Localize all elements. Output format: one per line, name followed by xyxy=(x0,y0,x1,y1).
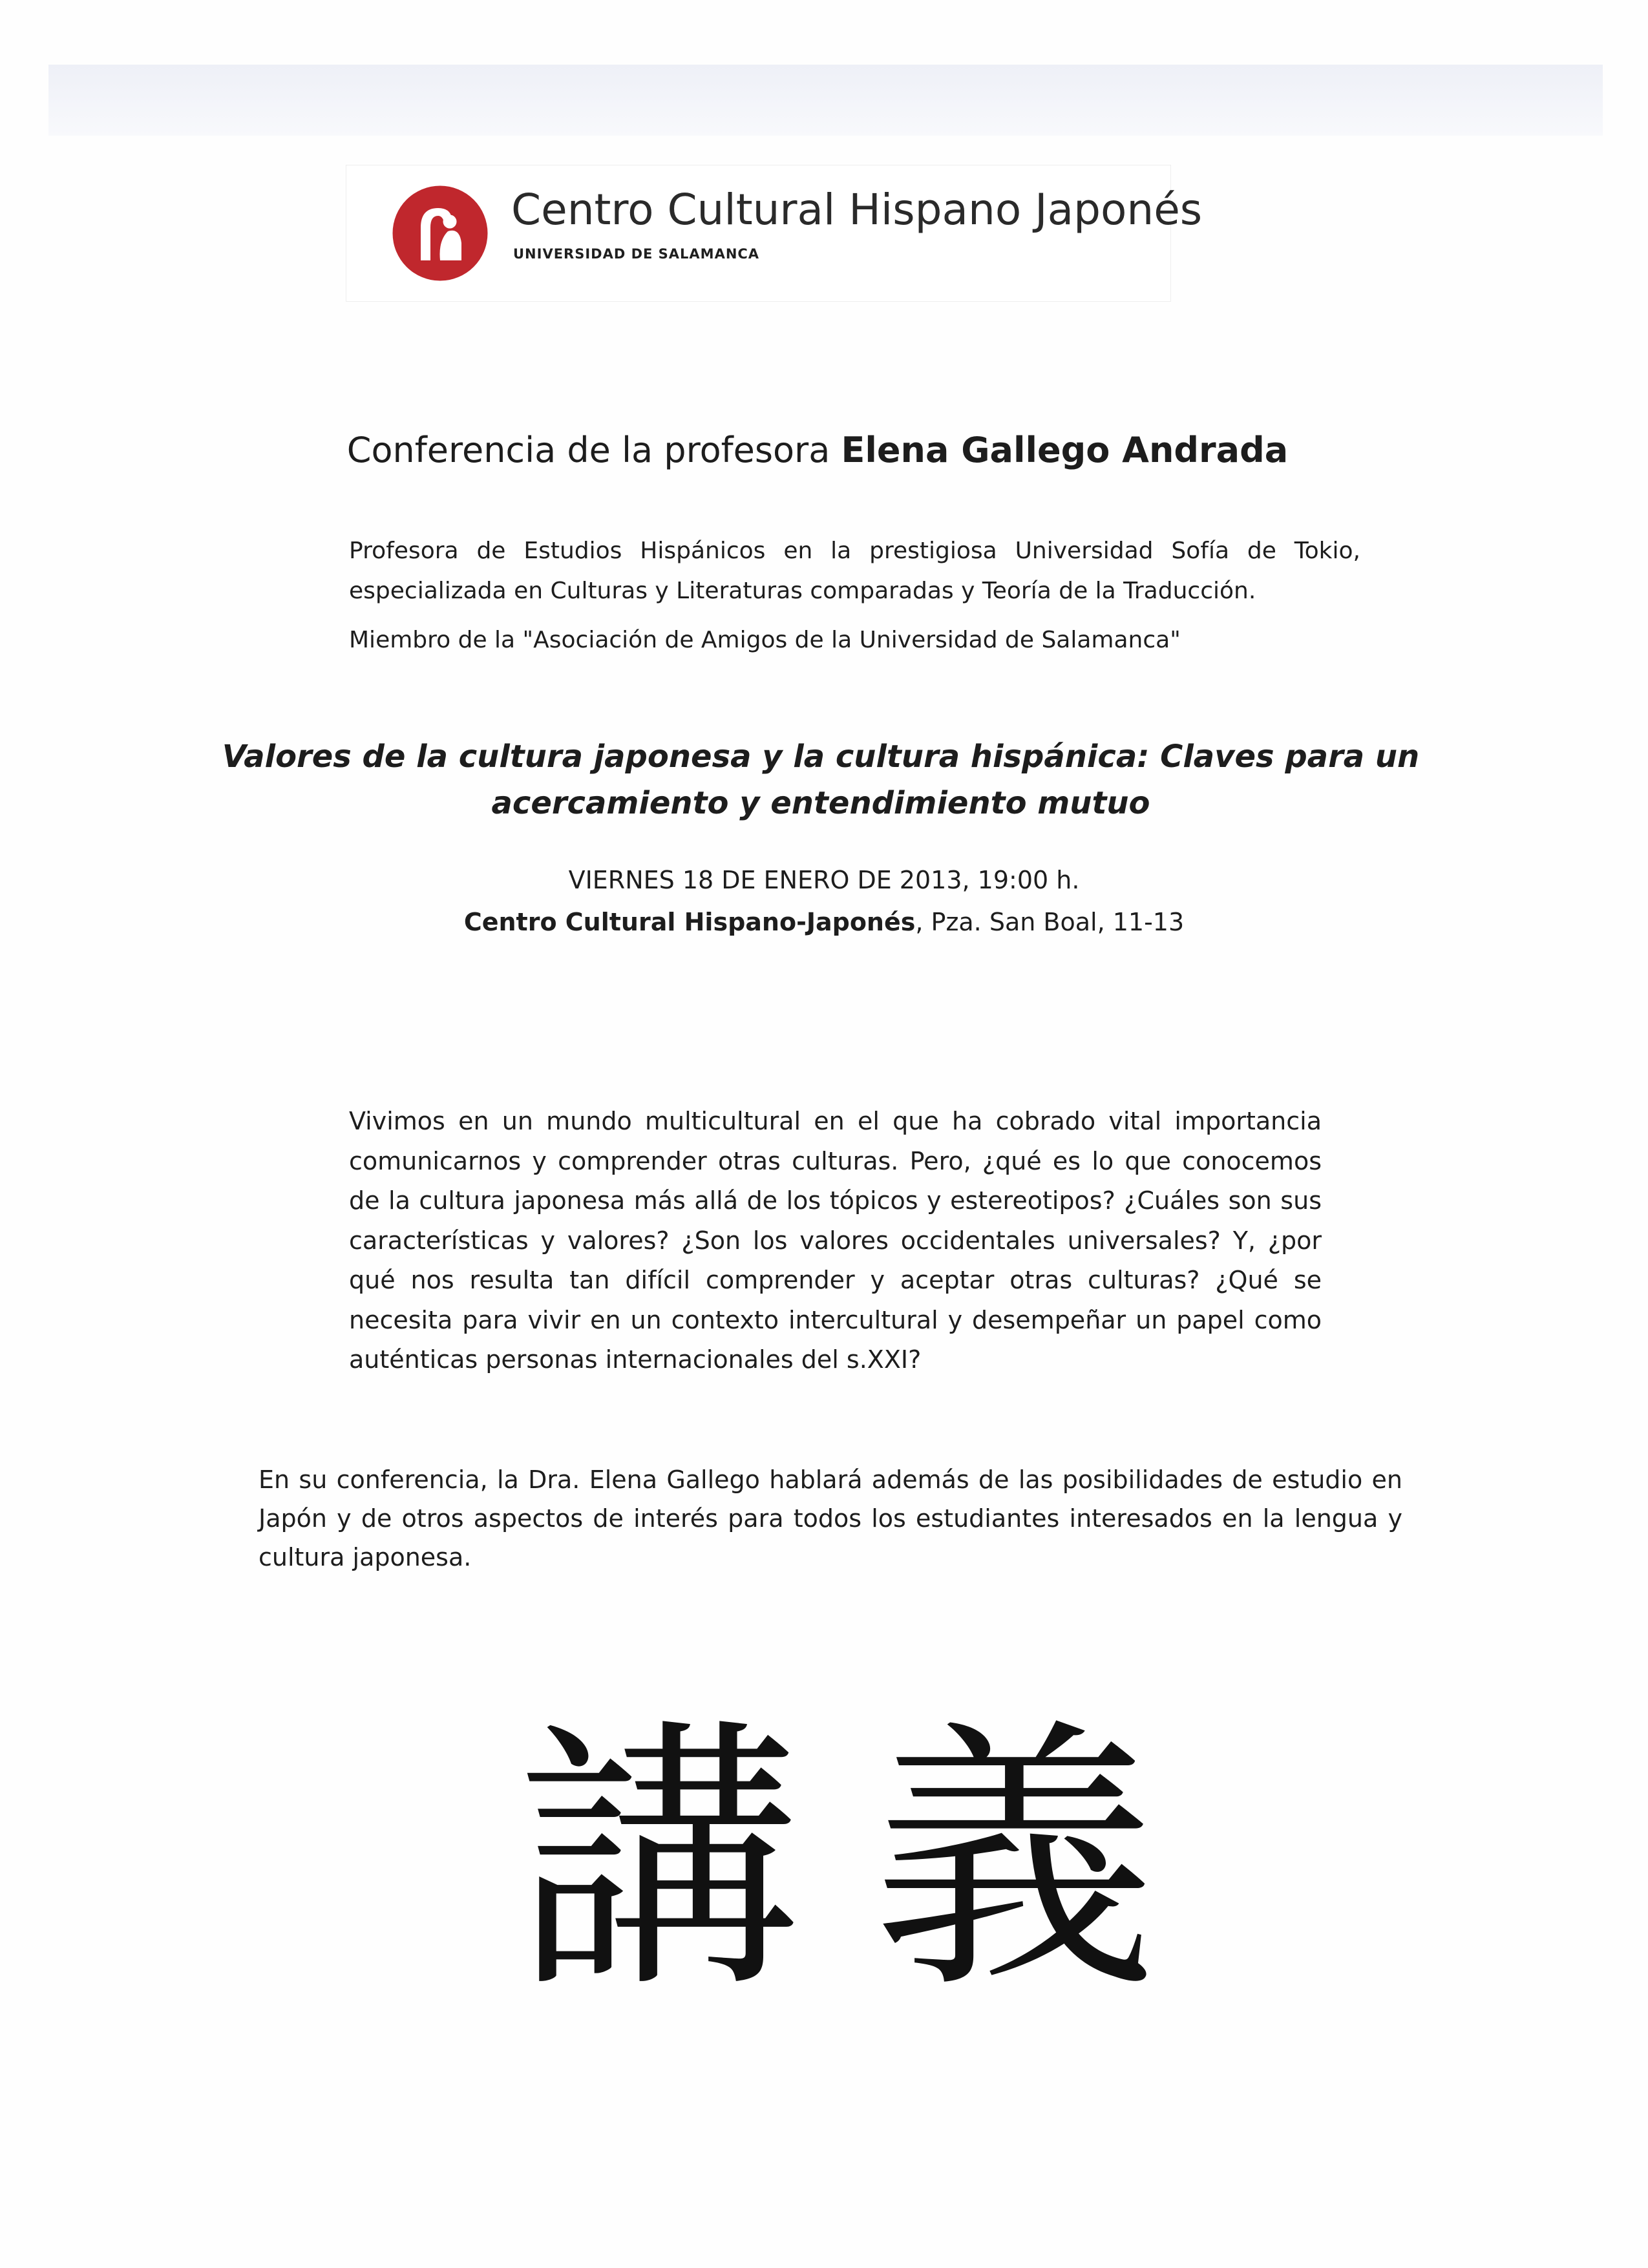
venue-address: , Pza. San Boal, 11-13 xyxy=(915,908,1185,936)
talk-title: Valores de la cultura japonesa y la cultura hispánica: Claves para un acercamiento y entendimiento mutuo xyxy=(222,739,1420,821)
event-venue xyxy=(0,908,1648,936)
org-name: Centro Cultural Hispano Japonés xyxy=(511,185,1203,235)
calligraphy-char-2: 義 xyxy=(872,1696,1157,2026)
speaker-name: Elena Gallego Andrada xyxy=(841,430,1289,470)
body-paragraph-2: En su conferencia, la Dra. Elena Gallego hablará además de las posibilidades de estudio en Japón y de otros aspectos de interés para todos los estudiantes interesados en la lengua y cultura japonesa. xyxy=(259,1465,1402,1571)
header-logo-block xyxy=(346,165,1203,302)
speaker-membership: Miembro de la "Asociación de Amigos de la Universidad de Salamanca" xyxy=(349,627,1181,653)
calligraphy-char-1: 講 xyxy=(517,1696,801,2026)
venue-name: Centro Cultural Hispano-Japonés xyxy=(463,908,916,936)
scan-shade xyxy=(48,65,1603,136)
body-paragraph-1: Vivimos en un mundo multicultural en el que ha cobrado vital importancia comunicarnos y comprender otras culturas. Pero, ¿qué es lo que conocemos de la cultura japonesa más allá de los tópicos y estereotipos? ¿Cuáles son sus características y valores? ¿Son los valores occidentales universales? Y, ¿por qué nos resulta tan difícil comprender y aceptar otras culturas? ¿Qué se necesita para vivir en un contexto intercultural y desempeñar un papel como auténticas personas internacionales del s.XXI? xyxy=(349,1107,1322,1374)
calligraphy xyxy=(517,1696,1157,2026)
org-subtitle: UNIVERSIDAD DE SALAMANCA xyxy=(513,246,760,262)
event-date: VIERNES 18 DE ENERO DE 2013, 19:00 h. xyxy=(568,866,1080,894)
conference-title xyxy=(0,430,1642,470)
speaker-bio: Profesora de Estudios Hispánicos en la prestigiosa Universidad Sofía de Tokio, especializada en Culturas y Literaturas comparadas y Teoría de la Traducción. xyxy=(349,538,1360,604)
org-logo-icon xyxy=(392,185,489,282)
conference-title-prefix: Conferencia de la profesora xyxy=(346,430,830,470)
